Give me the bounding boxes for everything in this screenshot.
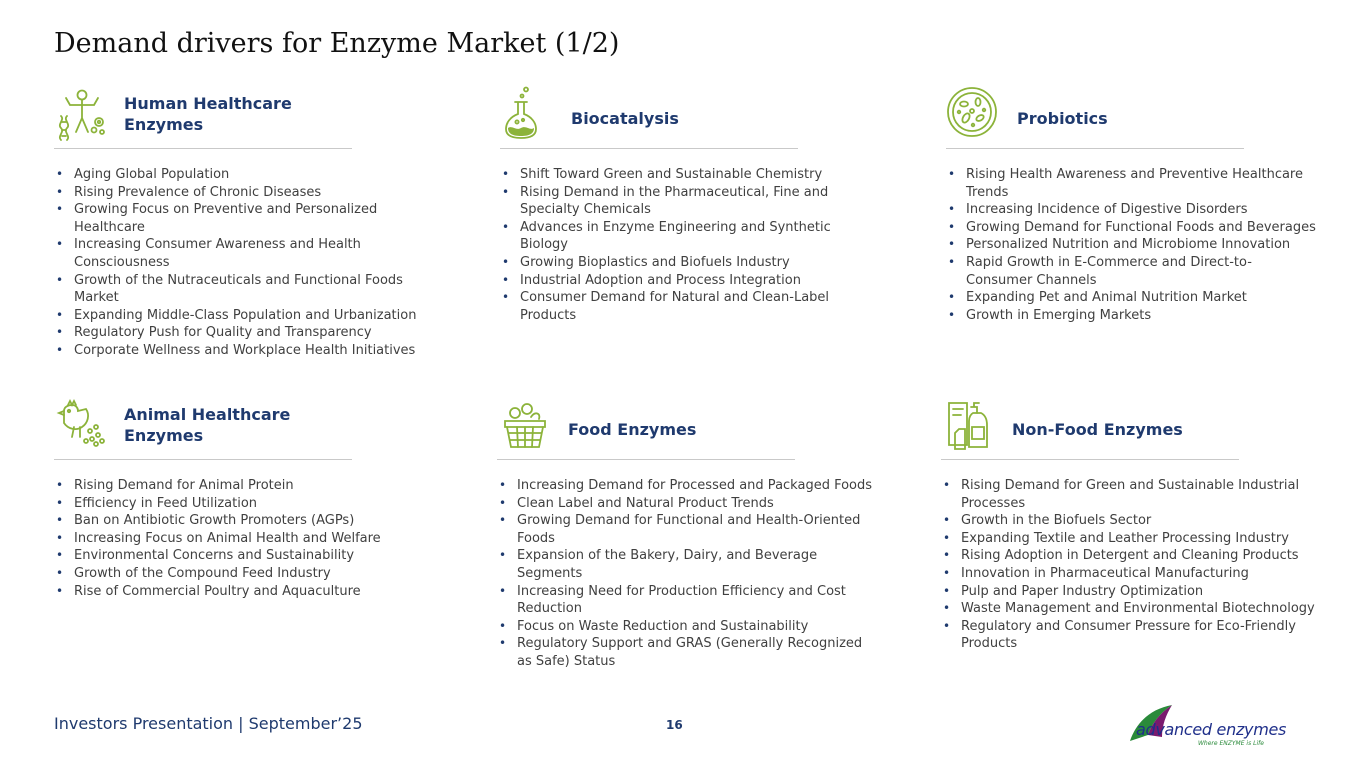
food-basket-icon [497, 397, 553, 453]
bullet-list [941, 477, 1321, 653]
list-item: • Advances in Enzyme Engineering and Synthetic Biology [500, 219, 850, 254]
section-non-food-enzymes [941, 397, 1315, 652]
section-divider [500, 148, 798, 149]
list-item: • Consumer Demand for Natural and Clean-Label Products [500, 289, 850, 324]
list-item: • Growth in Emerging Markets [946, 307, 1316, 325]
list-item: • Focus on Waste Reduction and Sustainability [497, 618, 877, 636]
list-item: • Growing Demand for Functional and Health-Oriented Foods [497, 512, 877, 547]
section-probiotics [946, 86, 1316, 323]
list-item: • Rapid Growth in E-Commerce and Direct-to-Consumer Channels [946, 254, 1316, 289]
bullet-list [946, 166, 1316, 324]
company-logo [1126, 703, 1296, 751]
list-item: • Industrial Adoption and Process Integration [500, 272, 850, 290]
list-item: • Rising Prevalence of Chronic Diseases [54, 184, 434, 202]
section-food-enzymes [497, 397, 873, 669]
section-biocatalysis [500, 86, 831, 323]
list-item: • Growing Demand for Functional Foods and Beverages [946, 219, 1316, 237]
list-item: • Growth of the Compound Feed Industry [54, 565, 434, 583]
section-divider [497, 459, 795, 460]
section-title: Biocatalysis [571, 108, 679, 128]
detergent-bottles-icon [941, 397, 997, 453]
logo-text: advanced enzymes [1136, 720, 1287, 739]
section-divider [946, 148, 1244, 149]
list-item: • Increasing Need for Production Efficiency and Cost Reduction [497, 583, 877, 618]
bullet-list [497, 477, 877, 671]
list-item: • Growth in the Biofuels Sector [941, 512, 1321, 530]
section-title: Non-Food Enzymes [1012, 419, 1183, 439]
logo-tagline: Where ENZYME is Life [1198, 740, 1264, 747]
list-item: • Efficiency in Feed Utilization [54, 495, 434, 513]
list-item: • Increasing Focus on Animal Health and Welfare [54, 530, 434, 548]
list-item: • Regulatory Support and GRAS (Generally Recognized as Safe) Status [497, 635, 877, 670]
chicken-feed-icon [54, 397, 110, 453]
list-item: • Regulatory and Consumer Pressure for Eco-Friendly Products [941, 618, 1321, 653]
section-title: Animal Healthcare [124, 405, 291, 424]
list-item: • Pulp and Paper Industry Optimization [941, 583, 1321, 601]
petri-dish-icon [946, 86, 1002, 142]
section-animal-healthcare [54, 397, 384, 599]
list-item: • Waste Management and Environmental Biotechnology [941, 600, 1321, 618]
list-item: • Shift Toward Green and Sustainable Chemistry [500, 166, 850, 184]
list-item: • Rising Health Awareness and Preventive Healthcare Trends [946, 166, 1316, 201]
footer-text: Investors Presentation | September’25 [54, 714, 363, 733]
page-title: Demand drivers for Enzyme Market (1/2) [54, 28, 620, 59]
section-divider [54, 148, 352, 149]
list-item: • Rising Adoption in Detergent and Cleaning Products [941, 547, 1321, 565]
list-item: • Expanding Textile and Leather Processing Industry [941, 530, 1321, 548]
list-item: • Personalized Nutrition and Microbiome Innovation [946, 236, 1316, 254]
list-item: • Environmental Concerns and Sustainability [54, 547, 434, 565]
flask-icon [500, 86, 556, 142]
list-item: • Ban on Antibiotic Growth Promoters (AGPs) [54, 512, 434, 530]
list-item: • Innovation in Pharmaceutical Manufacturing [941, 565, 1321, 583]
list-item: • Corporate Wellness and Workplace Health Initiatives [54, 342, 434, 360]
human-body-dna-icon [54, 86, 110, 142]
list-item: • Growth of the Nutraceuticals and Functional Foods Market [54, 272, 434, 307]
page-number: 16 [666, 718, 683, 732]
list-item: • Rising Demand in the Pharmaceutical, Fine and Specialty Chemicals [500, 184, 850, 219]
list-item: • Increasing Incidence of Digestive Disorders [946, 201, 1316, 219]
section-divider [54, 459, 352, 460]
section-title: Human Healthcare [124, 94, 292, 113]
section-divider [941, 459, 1239, 460]
list-item: • Increasing Consumer Awareness and Health Consciousness [54, 236, 434, 271]
bullet-list [54, 477, 434, 600]
list-item: • Expanding Middle-Class Population and Urbanization [54, 307, 434, 325]
list-item: • Rise of Commercial Poultry and Aquaculture [54, 583, 434, 601]
section-title: Probiotics [1017, 108, 1108, 128]
bullet-list [500, 166, 850, 324]
list-item: • Expanding Pet and Animal Nutrition Market [946, 289, 1316, 307]
list-item: • Growing Focus on Preventive and Personalized Healthcare [54, 201, 434, 236]
section-title-line2: Enzymes [124, 426, 204, 445]
bullet-list [54, 166, 434, 360]
list-item: • Growing Bioplastics and Biofuels Industry [500, 254, 850, 272]
list-item: • Rising Demand for Green and Sustainable Industrial Processes [941, 477, 1321, 512]
list-item: • Expansion of the Bakery, Dairy, and Beverage Segments [497, 547, 877, 582]
list-item: • Aging Global Population [54, 166, 434, 184]
list-item: • Regulatory Push for Quality and Transparency [54, 324, 434, 342]
list-item: • Rising Demand for Animal Protein [54, 477, 434, 495]
list-item: • Clean Label and Natural Product Trends [497, 495, 877, 513]
list-item: • Increasing Demand for Processed and Packaged Foods [497, 477, 877, 495]
section-title: Food Enzymes [568, 419, 697, 439]
section-title-line2: Enzymes [124, 115, 204, 134]
section-human-healthcare [54, 86, 417, 358]
